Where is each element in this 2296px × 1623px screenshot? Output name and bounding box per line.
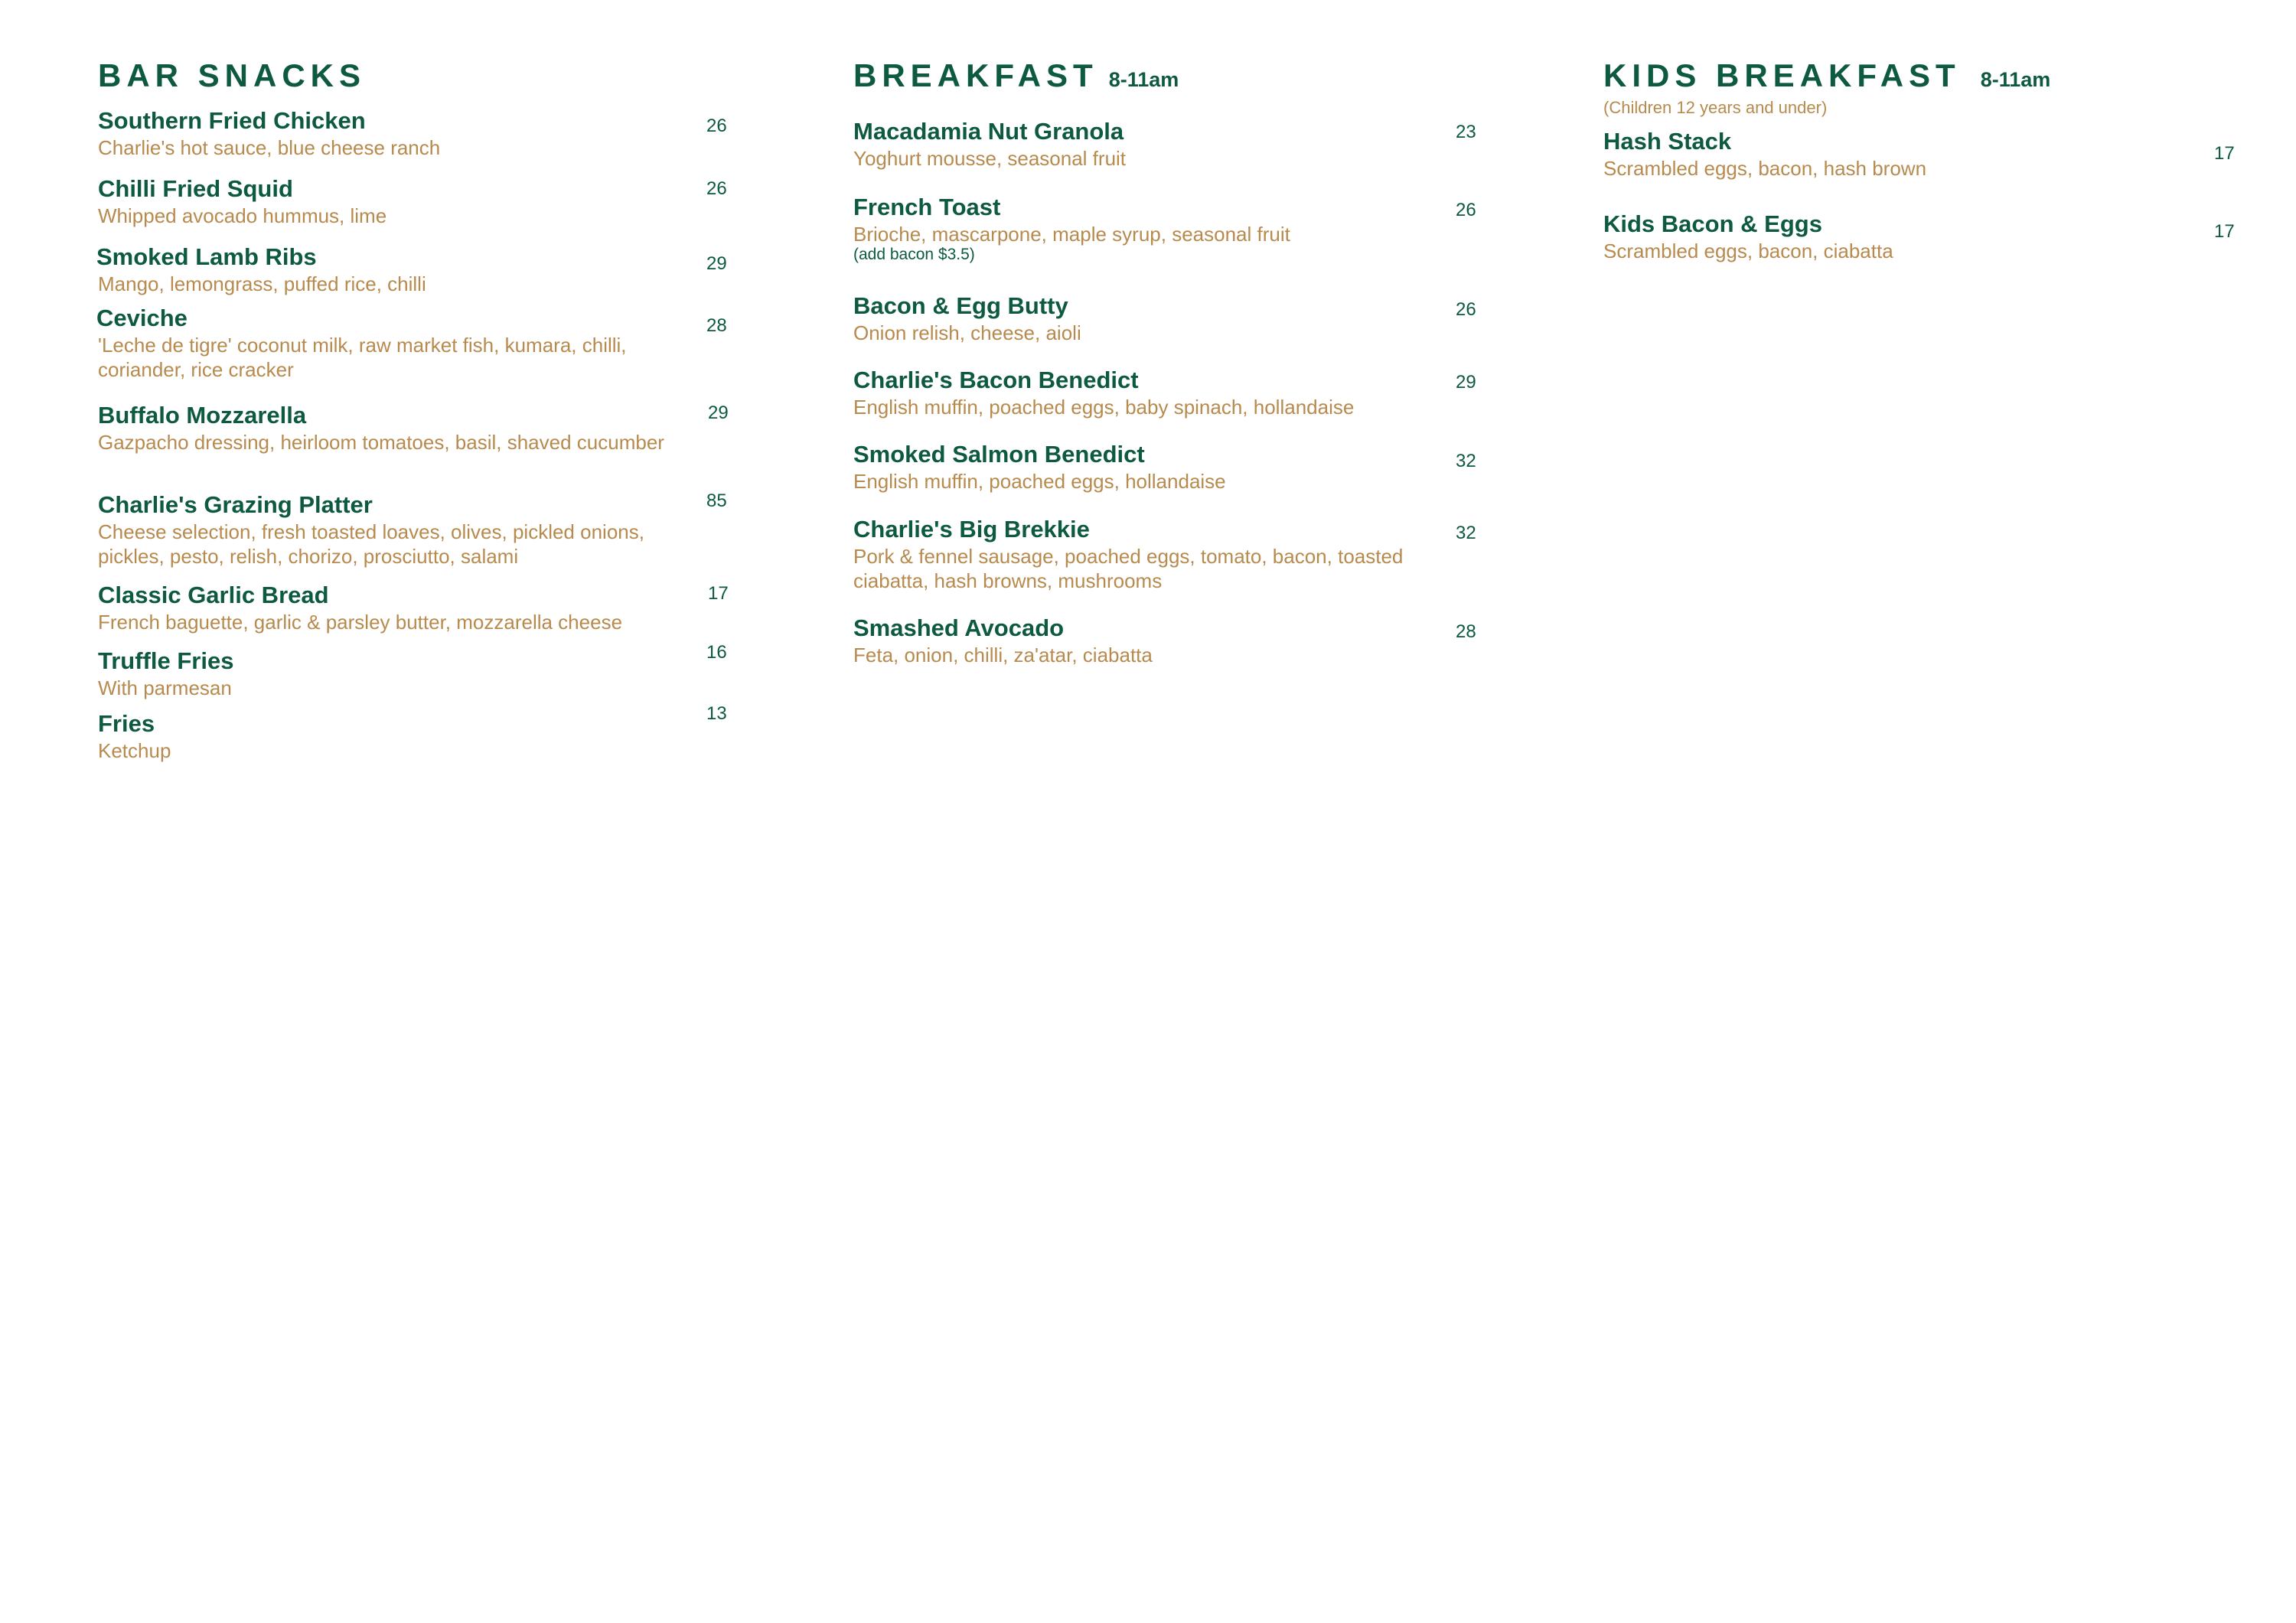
item-name: Kids Bacon & Eggs [1603, 210, 1822, 237]
item-price: 28 [706, 315, 727, 336]
item-name: Macadamia Nut Granola [853, 118, 1124, 145]
item-description: Whipped avocado hummus, lime [98, 204, 387, 227]
item-description: Feta, onion, chilli, za'atar, ciabatta [853, 644, 1153, 666]
item-name: Smoked Lamb Ribs [96, 243, 317, 270]
item-price: 26 [706, 116, 727, 136]
item-description: Ketchup [98, 739, 171, 762]
item-name: Chilli Fried Squid [98, 175, 293, 202]
item-price: 26 [1456, 299, 1476, 320]
item-price: 29 [706, 253, 727, 274]
item-description: Yoghurt mousse, seasonal fruit [853, 147, 1127, 170]
item-description: Onion relish, cheese, aioli [853, 321, 1081, 344]
item-name: Charlie's Bacon Benedict [853, 367, 1139, 393]
bar-snacks-title: BAR SNACKS [98, 57, 367, 93]
item-description: With parmesan [98, 676, 232, 699]
item-price: 32 [1456, 523, 1476, 543]
item-price: 29 [1456, 372, 1476, 393]
item-name: Fries [98, 710, 155, 737]
item-description: Mango, lemongrass, puffed rice, chilli [98, 272, 426, 295]
item-price: 26 [1456, 200, 1476, 220]
item-price: 13 [706, 703, 727, 724]
item-description: English muffin, poached eggs, baby spinach, hollandaise [853, 396, 1355, 419]
item-description: English muffin, poached eggs, hollandaise [853, 470, 1226, 493]
item-extra-note: (add bacon $3.5) [853, 246, 975, 263]
item-name: Southern Fried Chicken [98, 107, 366, 134]
item-name: Ceviche [96, 305, 188, 331]
item-name: Smashed Avocado [853, 614, 1065, 641]
breakfast-heading [853, 57, 1179, 94]
item-name: Bacon & Egg Butty [853, 292, 1068, 319]
item-name: Buffalo Mozzarella [98, 402, 307, 429]
item-name: Smoked Salmon Benedict [853, 441, 1145, 468]
kids-breakfast-title: KIDS BREAKFAST [1603, 57, 1961, 93]
item-description: Brioche, mascarpone, maple syrup, seasonal fruit [853, 223, 1290, 246]
item-description: Scrambled eggs, bacon, ciabatta [1603, 240, 1893, 262]
item-description: Charlie's hot sauce, blue cheese ranch [98, 136, 441, 159]
item-price: 32 [1456, 451, 1476, 471]
bar-snacks-heading [98, 57, 366, 94]
item-price: 23 [1456, 122, 1476, 142]
item-name: Hash Stack [1603, 128, 1732, 155]
item-description: French baguette, garlic & parsley butter, mozzarella cheese [98, 611, 623, 634]
item-name: French Toast [853, 194, 1001, 220]
item-price: 85 [706, 490, 727, 511]
kids-breakfast-heading [1603, 57, 2050, 94]
breakfast-title: BREAKFAST [853, 57, 1098, 93]
item-description: 'Leche de tigre' coconut milk, raw market fish, kumara, chilli, coriander, rice cracker [98, 334, 627, 381]
item-price: 16 [706, 642, 727, 663]
item-name: Charlie's Grazing Platter [98, 491, 373, 518]
item-price: 17 [708, 583, 729, 604]
kids-age-note: (Children 12 years and under) [1603, 98, 1828, 117]
item-description: Pork & fennel sausage, poached eggs, tomato, bacon, toasted ciabatta, hash browns, mushrooms [853, 545, 1404, 592]
item-name: Truffle Fries [98, 647, 234, 674]
item-price: 17 [2214, 221, 2235, 242]
item-price: 29 [708, 402, 729, 423]
breakfast-time: 8-11am [1108, 68, 1179, 91]
item-price: 17 [2214, 143, 2235, 164]
item-description: Cheese selection, fresh toasted loaves, olives, pickled onions, pickles, pesto, relish, chorizo, prosciutto, salami [98, 520, 644, 568]
item-name: Charlie's Big Brekkie [853, 516, 1090, 543]
item-name: Classic Garlic Bread [98, 582, 329, 608]
item-description: Gazpacho dressing, heirloom tomatoes, basil, shaved cucumber [98, 431, 664, 454]
item-price: 28 [1456, 621, 1476, 642]
kids-breakfast-time: 8-11am [1980, 68, 2051, 91]
item-description: Scrambled eggs, bacon, hash brown [1603, 157, 1927, 180]
item-price: 26 [706, 178, 727, 199]
